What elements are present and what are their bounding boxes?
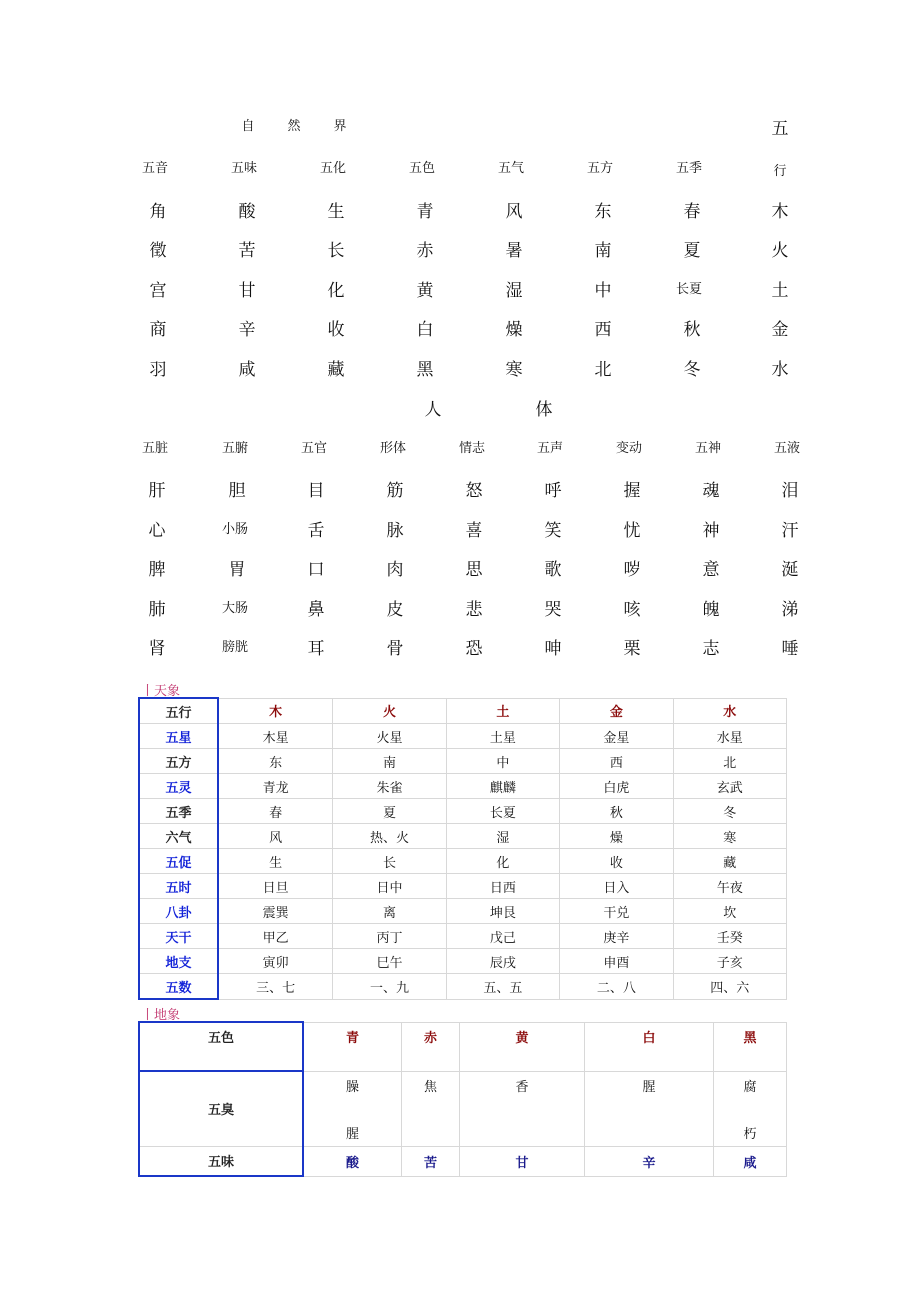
table-cell: 白虎 [560, 774, 673, 799]
body-title-char: 体 [535, 400, 553, 420]
body-cell: 肺 [148, 600, 166, 620]
table-cell: 壬癸 [673, 924, 786, 949]
table-cell: 坤艮 [446, 899, 559, 924]
body-title-char: 人 [424, 400, 442, 420]
body-cell: 筋 [386, 481, 404, 501]
table-cell: 湿 [446, 824, 559, 849]
row-label: 天干 [139, 924, 218, 949]
table-row [139, 899, 787, 924]
table-cell: 土星 [446, 724, 559, 749]
nature-cell: 夏 [683, 241, 701, 261]
nature-header: 五方 [586, 161, 614, 176]
nature-cell: 金 [771, 320, 789, 340]
body-cell: 魂 [702, 481, 720, 501]
table-cell: 巳午 [333, 949, 446, 974]
table-cell: 收 [560, 849, 673, 874]
nature-cell: 秋 [683, 320, 701, 340]
body-cell: 志 [702, 639, 720, 659]
table-cell: 中 [446, 749, 559, 774]
table-cell: 日西 [446, 874, 559, 899]
table-cell: 火星 [333, 724, 446, 749]
row-label: 六气 [139, 824, 218, 849]
body-header: 五神 [694, 441, 722, 456]
table-cell: 生 [218, 849, 333, 874]
taste-cell: 苦 [402, 1146, 460, 1176]
body-cell: 脉 [386, 521, 404, 541]
smell-cell [303, 1071, 402, 1146]
body-cell: 口 [307, 560, 325, 580]
body-header: 五脏 [141, 441, 169, 456]
table-cell: 离 [333, 899, 446, 924]
table-cell: 三、七 [218, 974, 333, 1000]
table-cell: 一、九 [333, 974, 446, 1000]
table-cell: 东 [218, 749, 333, 774]
color-cell: 黑 [714, 1022, 787, 1071]
body-header: 变动 [615, 441, 643, 456]
body-cell: 悲 [465, 600, 483, 620]
table-row [139, 1071, 787, 1146]
nature-cell: 风 [505, 202, 523, 222]
table-cell: 长夏 [446, 799, 559, 824]
body-cell: 耳 [307, 639, 325, 659]
nature-header: 五音 [141, 161, 169, 176]
body-cell: 骨 [386, 639, 404, 659]
body-cell: 小肠 [221, 522, 249, 537]
smell-top: 腐 [743, 1079, 757, 1095]
table-cell: 四、六 [673, 974, 786, 1000]
body-cell: 皮 [386, 600, 404, 620]
table-cell: 甲乙 [218, 924, 333, 949]
wuxing-header-bottom: 行 [773, 164, 787, 179]
tianxiang-header-cell: 木 [218, 698, 333, 724]
tianxiang-header-cell: 水 [673, 698, 786, 724]
nature-cell: 木 [771, 202, 789, 222]
color-cell: 赤 [402, 1022, 460, 1071]
smell-cell [585, 1071, 714, 1146]
nature-cell: 西 [594, 320, 612, 340]
row-label: 五灵 [139, 774, 218, 799]
body-cell: 肾 [148, 639, 166, 659]
table-row [139, 824, 787, 849]
table-cell: 藏 [673, 849, 786, 874]
taste-cell: 酸 [303, 1146, 402, 1176]
table-cell: 长 [333, 849, 446, 874]
nature-header: 五气 [497, 161, 525, 176]
taste-cell: 辛 [585, 1146, 714, 1176]
nature-cell: 角 [149, 202, 167, 222]
body-cell: 握 [623, 481, 641, 501]
smell-top: 焦 [423, 1079, 437, 1095]
nature-title-char: 然 [287, 119, 301, 134]
body-cell: 目 [307, 481, 325, 501]
body-cell: 哭 [544, 600, 562, 620]
table-cell: 热、火 [333, 824, 446, 849]
body-cell: 舌 [307, 521, 325, 541]
table-cell: 日中 [333, 874, 446, 899]
body-cell: 咳 [623, 600, 641, 620]
nature-cell: 东 [594, 202, 612, 222]
nature-cell: 土 [771, 281, 789, 301]
smell-cell [714, 1071, 787, 1146]
nature-cell: 赤 [416, 241, 434, 261]
table-cell: 坎 [673, 899, 786, 924]
nature-cell: 苦 [238, 241, 256, 261]
table-cell: 玄武 [673, 774, 786, 799]
table-cell: 朱雀 [333, 774, 446, 799]
table-cell: 戊己 [446, 924, 559, 949]
body-cell: 怒 [465, 481, 483, 501]
table-cell: 南 [333, 749, 446, 774]
taste-cell: 咸 [714, 1146, 787, 1176]
nature-cell: 春 [683, 202, 701, 222]
nature-header: 五季 [675, 161, 703, 176]
nature-cell: 中 [594, 281, 612, 301]
table-cell: 午夜 [673, 874, 786, 899]
table-cell: 日入 [560, 874, 673, 899]
table-row [139, 849, 787, 874]
dixiang-table [138, 1021, 787, 1177]
tianxiang-header-cell: 火 [333, 698, 446, 724]
body-header: 五腑 [221, 441, 249, 456]
body-cell: 忧 [623, 521, 641, 541]
smell-top: 腥 [642, 1079, 656, 1095]
nature-cell: 咸 [238, 360, 256, 380]
nature-cell: 羽 [149, 360, 167, 380]
table-cell: 二、八 [560, 974, 673, 1000]
body-cell: 恐 [465, 639, 483, 659]
nature-cell: 长夏 [675, 282, 703, 297]
row-label: 五星 [139, 724, 218, 749]
table-cell: 风 [218, 824, 333, 849]
body-cell: 大肠 [221, 601, 249, 616]
row-label: 五时 [139, 874, 218, 899]
color-cell: 白 [585, 1022, 714, 1071]
table-row [139, 974, 787, 1000]
section-label-tianxiang: 丨天象 [141, 684, 181, 699]
table-cell: 夏 [333, 799, 446, 824]
smell-label: 五臭 [139, 1071, 303, 1146]
section-label-dixiang: 丨地象 [141, 1008, 181, 1023]
smell-bottom: 朽 [743, 1126, 757, 1142]
table-cell: 化 [446, 849, 559, 874]
table-cell: 水星 [673, 724, 786, 749]
nature-cell: 宫 [149, 281, 167, 301]
body-cell: 魄 [702, 600, 720, 620]
nature-cell: 黑 [416, 360, 434, 380]
smell-cell [460, 1071, 585, 1146]
table-row [139, 799, 787, 824]
row-label: 五促 [139, 849, 218, 874]
nature-cell: 南 [594, 241, 612, 261]
table-cell: 子亥 [673, 949, 786, 974]
nature-cell: 长 [327, 241, 345, 261]
tianxiang-header-cell: 土 [446, 698, 559, 724]
body-cell: 肝 [148, 481, 166, 501]
table-cell: 丙丁 [333, 924, 446, 949]
body-cell: 喜 [465, 521, 483, 541]
nature-cell: 收 [327, 320, 345, 340]
body-cell: 涎 [781, 560, 799, 580]
nature-cell: 藏 [327, 360, 345, 380]
table-cell: 燥 [560, 824, 673, 849]
nature-cell: 徵 [149, 241, 167, 261]
nature-cell: 商 [149, 320, 167, 340]
table-cell: 春 [218, 799, 333, 824]
table-row [139, 949, 787, 974]
nature-cell: 生 [327, 202, 345, 222]
body-header: 情志 [458, 441, 486, 456]
table-cell: 冬 [673, 799, 786, 824]
nature-cell: 火 [771, 241, 789, 261]
nature-cell: 燥 [505, 320, 523, 340]
table-cell: 青龙 [218, 774, 333, 799]
body-cell: 汗 [781, 521, 799, 541]
body-cell: 歌 [544, 560, 562, 580]
color-cell: 青 [303, 1022, 402, 1071]
body-cell: 呼 [544, 481, 562, 501]
table-cell: 寅卯 [218, 949, 333, 974]
table-cell: 寒 [673, 824, 786, 849]
body-header: 五液 [773, 441, 801, 456]
table-row [139, 698, 787, 724]
table-cell: 秋 [560, 799, 673, 824]
nature-cell: 化 [327, 281, 345, 301]
body-cell: 脾 [148, 560, 166, 580]
nature-cell: 辛 [238, 320, 256, 340]
body-cell: 涕 [781, 600, 799, 620]
body-cell: 心 [148, 521, 166, 541]
row-label: 地支 [139, 949, 218, 974]
color-cell: 黄 [460, 1022, 585, 1071]
table-cell: 金星 [560, 724, 673, 749]
tianxiang-header-cell: 金 [560, 698, 673, 724]
table-row [139, 774, 787, 799]
table-row [139, 1022, 787, 1071]
nature-cell: 黄 [416, 281, 434, 301]
table-cell: 麒麟 [446, 774, 559, 799]
smell-bottom: 腥 [345, 1126, 359, 1142]
table-cell: 木星 [218, 724, 333, 749]
body-header: 形体 [379, 441, 407, 456]
body-cell: 思 [465, 560, 483, 580]
smell-top: 臊 [345, 1079, 359, 1095]
table-row [139, 1146, 787, 1176]
table-cell: 北 [673, 749, 786, 774]
table-row [139, 749, 787, 774]
table-cell: 庚辛 [560, 924, 673, 949]
nature-cell: 冬 [683, 360, 701, 380]
nature-cell: 甘 [238, 281, 256, 301]
body-cell: 唾 [781, 639, 799, 659]
table-cell: 辰戌 [446, 949, 559, 974]
table-cell: 干兑 [560, 899, 673, 924]
taste-cell: 甘 [460, 1146, 585, 1176]
nature-cell: 水 [771, 360, 789, 380]
row-label: 八卦 [139, 899, 218, 924]
tianxiang-header-label: 五行 [139, 698, 218, 724]
nature-header: 五色 [408, 161, 436, 176]
body-header: 五官 [300, 441, 328, 456]
table-row [139, 724, 787, 749]
wuxing-header-top: 五 [771, 119, 789, 139]
nature-cell: 湿 [505, 281, 523, 301]
body-cell: 呻 [544, 639, 562, 659]
table-row [139, 874, 787, 899]
colors-label: 五色 [139, 1022, 303, 1071]
body-cell: 膀胱 [221, 640, 249, 655]
body-cell: 神 [702, 521, 720, 541]
body-cell: 哕 [623, 560, 641, 580]
nature-title-char: 自 [241, 119, 255, 134]
body-header: 五声 [536, 441, 564, 456]
nature-header: 五化 [319, 161, 347, 176]
table-row [139, 924, 787, 949]
table-cell: 西 [560, 749, 673, 774]
nature-cell: 青 [416, 202, 434, 222]
table-cell: 申酉 [560, 949, 673, 974]
body-cell: 鼻 [307, 600, 325, 620]
nature-cell: 白 [416, 320, 434, 340]
body-cell: 肉 [386, 560, 404, 580]
table-cell: 五、五 [446, 974, 559, 1000]
row-label: 五季 [139, 799, 218, 824]
smell-top: 香 [515, 1079, 529, 1095]
table-cell: 日旦 [218, 874, 333, 899]
nature-cell: 酸 [238, 202, 256, 222]
row-label: 五方 [139, 749, 218, 774]
row-label: 五数 [139, 974, 218, 1000]
body-cell: 胃 [228, 560, 246, 580]
nature-header: 五味 [230, 161, 258, 176]
nature-cell: 北 [594, 360, 612, 380]
body-cell: 意 [702, 560, 720, 580]
nature-cell: 寒 [505, 360, 523, 380]
body-cell: 笑 [544, 521, 562, 541]
tianxiang-table [138, 697, 787, 1000]
table-cell: 震巽 [218, 899, 333, 924]
body-cell: 泪 [781, 481, 799, 501]
nature-title-char: 界 [333, 119, 347, 134]
taste-label: 五味 [139, 1146, 303, 1176]
smell-cell [402, 1071, 460, 1146]
body-cell: 胆 [228, 481, 246, 501]
nature-cell: 暑 [505, 241, 523, 261]
body-cell: 栗 [623, 639, 641, 659]
